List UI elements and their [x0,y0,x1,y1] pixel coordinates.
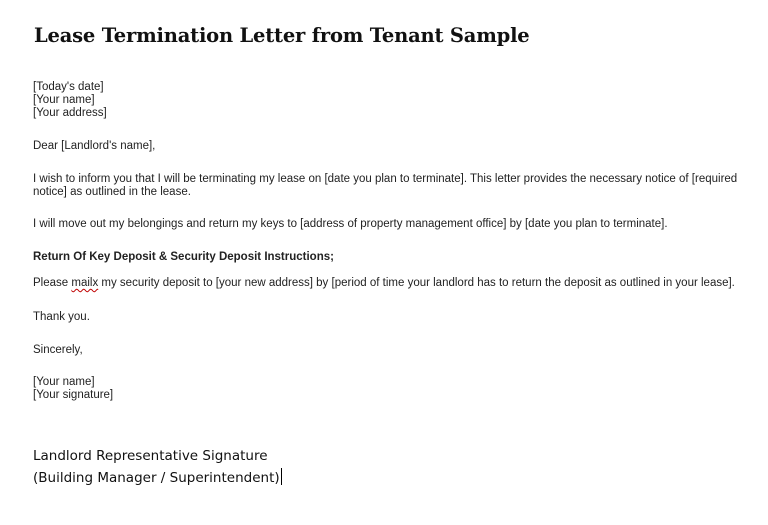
thank-you-line: Thank you. [33,311,90,323]
signature-name-line: [Your name] [33,376,95,388]
signature-line: [Your signature] [33,389,114,401]
paragraph-deposit-start: Please [33,277,72,289]
todays-date-line: [Today's date] [33,81,104,93]
salutation: Dear [Landlord's name], [33,140,156,152]
your-name-line: [Your name] [33,94,95,106]
paragraph-notice [33,173,737,199]
signature-block [33,376,113,402]
document-title: Lease Termination Letter from Tenant Sample [34,24,530,47]
landlord-signature-line-2 [33,467,282,489]
paragraph-deposit-end: my security deposit to [your new address] by [period of time your landlord has to return the deposit as outlined in your lease]. [98,277,735,289]
closing-line: Sincerely, [33,344,83,356]
header-block [33,81,107,120]
landlord-signature-line-2-text: (Building Manager / Superintendent) [33,470,280,486]
landlord-signature-line-1: Landlord Representative Signature [33,448,268,464]
paragraph-move-out: I will move out my belongings and return my keys to [address of property management office] by [date you plan to terminate]. [33,218,668,230]
spelling-error-word[interactable]: mailx [71,277,99,289]
text-cursor [281,468,283,485]
section-heading: Return Of Key Deposit & Security Deposit Instructions; [33,251,334,263]
your-address-line: [Your address] [33,107,107,119]
paragraph-notice-line-2: notice] as outlined in the lease. [33,186,191,198]
landlord-signature-block [33,445,282,489]
paragraph-deposit [33,277,735,290]
paragraph-notice-line-1: I wish to inform you that I will be terminating my lease on [date you plan to terminate]. This letter provides the necessary notice of [required [33,173,738,185]
